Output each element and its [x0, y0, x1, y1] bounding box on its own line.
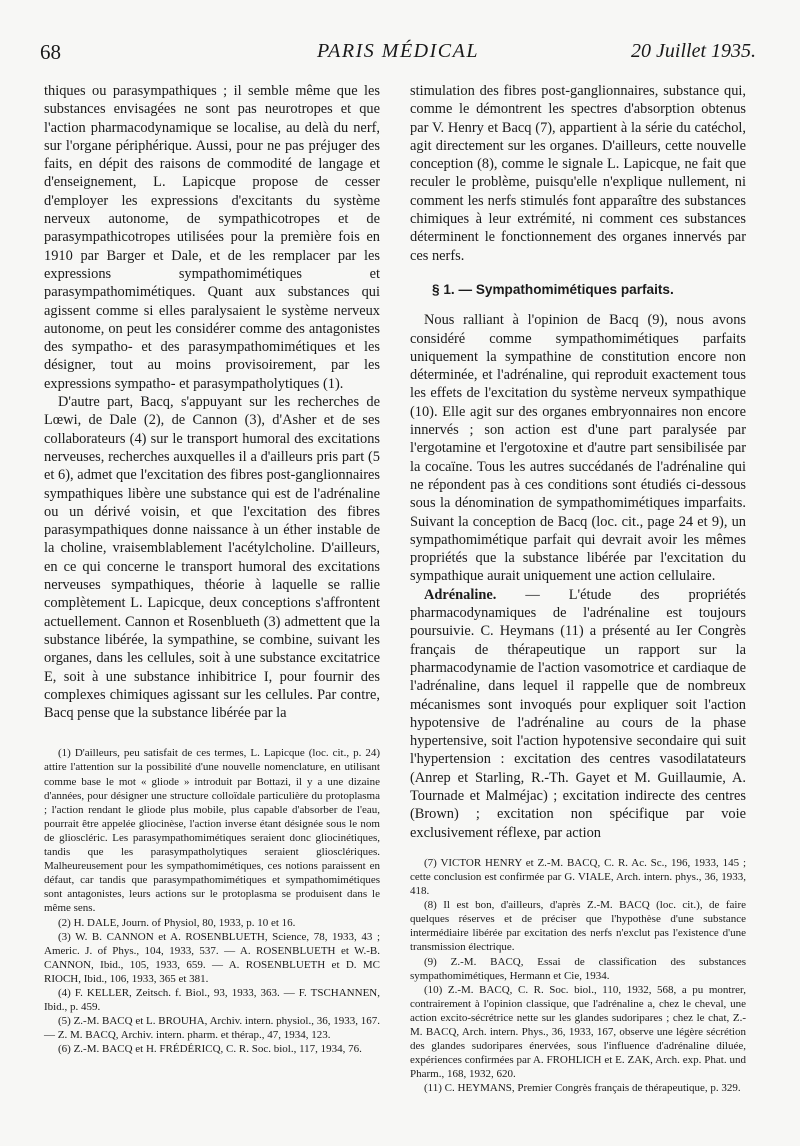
section-title: § 1. — Sympathomimétiques parfaits.	[432, 281, 674, 297]
footnote-5: (5) Z.-M. BACQ et L. BROUHA, Archiv. intern. physiol., 36, 1933, 167. — Z. M. BACQ, Archiv. intern. pharm. et thérap., 47, 1934, 123.	[44, 1015, 380, 1042]
left-footnotes	[44, 746, 380, 1056]
right-body	[410, 82, 746, 842]
adrenaline-heading: Adrénaline.	[424, 586, 497, 603]
right-intro-paragraph: stimulation des fibres post-ganglionnaires, substance qui, comme le démontrent les spectres d'absorption obtenus par V. Henry et Bacq (7), appartient à la série du catéchol, agit directement sur les organes. D'ailleurs, cette nouvelle conception (8), comme le signale L. Lapicque, ne fait que reculer le problème, puisqu'elle n'explique nullement, ni comment les nerfs stimulés font apparaître des substances chimiques à leur extrémité, ni comment ces substances déterminent le fonctionnement des organes innervés par ces nerfs.	[410, 83, 746, 264]
footnote-9: (9) Z.-M. BACQ, Essai de classification des substances sympathomimétiques, Hermann et Cie, 1934.	[410, 955, 746, 982]
footnote-4: (4) F. KELLER, Zeitsch. f. Biol., 93, 1933, 363. — F. TSCHANNEN, Ibid., p. 459.	[44, 986, 380, 1014]
issue-date: 20 Juillet 1935.	[631, 40, 756, 62]
right-footnotes	[410, 856, 746, 1096]
right-column	[410, 82, 746, 1095]
footnote-10: (10) Z.-M. BACQ, C. R. Soc. biol., 110, 1932, 568, a pu montrer, contrairement à l'opinion classique, que l'adrénaline a, chez le cheval, une action excito-sécrétrice nette sur les glandes sudoripares ; chez le chat, Z.-M. BACQ, Arch. intern. Phys., 36, 1933, 167, observe une légère sécrétion des glandes sudoripares énervées, sous l'influence d'adrénaline diluée, expériences confirmées par A. FROHLICH et E. ZAK, Arch. exp. Phat. und Pharm., 168, 1932, 620.	[410, 983, 746, 1081]
footnote-7: (7) VICTOR HENRY et Z.-M. BACQ, C. R. Ac. Sc., 196, 1933, 145 ; cette conclusion est confirmée par G. VIALE, Arch. intern. phys., 36, 1933, 418.	[410, 856, 746, 898]
page-number: 68	[40, 40, 61, 64]
adrenaline-paragraph	[410, 586, 746, 842]
footnote-8: (8) Il est bon, d'ailleurs, d'après Z.-M. BACQ (loc. cit.), de faire quelques réserves et de préciser que l'hypothèse d'une substance intermédiaire libérée par excitation des nerfs n'exclut pas l'existence d'une transmission électrique.	[410, 899, 746, 954]
left-paragraph-1: thiques ou parasympathiques ; il semble même que les substances envisagées ne sont pas neurotropes et que l'action pharmacodynamique se localise, au delà du nerf, sur l'organe périphérique. Aussi, pour ne pas préjuger des faits, en dépit des raisons de commodité de langage et d'enseignement, L. Lapicque propose de cesser d'employer les expressions d'excitants du système nerveux autonome, de sympathicotropes et de parasympathicotropes utilisées pour la première fois en 1910 par Barger et Dale, et de les remplacer par les expressions sympathomimétiques et parasympathomimétiques. Quant aux substances qui agissent comme si elles paralysaient le système nerveux autonome, on peut les considérer comme des antagonistes des sympatho- et des parasympathomimétiques et les désigner, tout au moins provisoirement, par les expressions sympatho- et parasympatholytiques (1).	[44, 83, 380, 392]
footnote-6: (6) Z.-M. BACQ et H. FRÉDÉRICQ, C. R. Soc. biol., 117, 1934, 76.	[58, 1043, 362, 1056]
page-header	[40, 40, 756, 70]
section-paragraph: Nous ralliant à l'opinion de Bacq (9), nous avons considéré comme sympathomimétiques parfaits uniquement la sympathine de constitution encore non déterminée, et l'adrénaline, qui reproduit exactement tous les effets de l'excitation du système nerveux sympathique (10). Elle agit sur des organes embryonnaires non encore innervés ; son action est d'une part paralysée par l'ergotamine et l'ergotoxine et d'autre part sensibilisée par la cocaïne. Tous les autres succédanés de l'adrénaline qui ne répondent pas à ces conditions sont étudiés ci-dessous sous la dénomination de sympathomimétiques imparfaits. Suivant la conception de Bacq (loc. cit., page 24 et 9), un sympathomimétique parfait qui devrait avoir les mêmes propriétés que la substance libérée par l'excitation du sympathique aurait uniquement une action cellulaire.	[410, 312, 746, 585]
footnote-11: (11) C. HEYMANS, Premier Congrès français de thérapeutique, p. 329.	[424, 1082, 741, 1095]
footnote-3: (3) W. B. CANNON et A. ROSENBLUETH, Science, 78, 1933, 43 ; Americ. J. of Phys., 104, 1933, 537. — A. ROSENBLUETH et W.-B. CANNON, Ibid., 105, 1933, 659. — A. ROSENBLUETH et D. MC RIOCH, Ibid., 106, 1933, 365 et 381.	[44, 930, 380, 985]
adrenaline-text: — L'étude des propriétés pharmacodynamiques de l'adrénaline est toujours poursuivie. C. Heymans (11) a présenté au Ier Congrès français de thérapeutique un rapport sur la pharmacodynamie de l'action vasomotrice et cardiaque de l'adrénaline, dans lequel il rappelle que de nombreux mécanismes sont invoqués pour expliquer soit l'action hypotensive de l'adrénaline au cours de la phase hypertensive, soit l'action hypotensive secondaire qui suit l'hypertension : excitation des centres vasodilatateurs (Anrep et Starling, R.-Th. Gayet et M. Guillaumie, A. Tournade et Malméjac) ; excitation indirecte des centres (Brown) ; excitation non spécifique par voie exclusivement réflexe, par action	[410, 586, 746, 841]
footnote-1: (1) D'ailleurs, peu satisfait de ces termes, L. Lapicque (loc. cit., p. 24) attire l'attention sur la possibilité d'une nouvelle nomenclature, en utilisant comme base le mot « gliode » introduit par Bottazi, il y a une dizaine d'années, pour désigner une structure colloïdale particulière du protoplasma ; l'action rendant le gliode plus mobile, plus capable d'absorber de l'eau, pourrait être appelée gliocinèse, l'action inverse étant désignée sous le nom de glioscléric. Les parasympathomimétiques seraient donc gliocinétiques, tandis que les parasympatholytiques seraient gliosclériques. Malheureusement pour les sympathomimétiques, ces notions paraissent en défaut, car tandis que parasympathomimétiques et sympathomimétiques sont antagonistes, leurs actions sur le protoplasma se produisent dans le même sens.	[44, 747, 380, 915]
footnote-2: (2) H. DALE, Journ. of Physiol, 80, 1933, p. 10 et 16.	[58, 916, 296, 929]
left-column	[44, 82, 380, 1056]
left-paragraph-2: D'autre part, Bacq, s'appuyant sur les recherches de Lœwi, de Dale (2), de Cannon (3), d'Asher et de ses collaborateurs (4) sur le transport humoral des excitations nerveuses, recherches auxquelles il a d'ailleurs pris part (5 et 6), admet que l'excitation des fibres post-ganglionnaires sympathiques libère une substance qui est de l'adrénaline ou un dérivé voisin, et que l'excitation des fibres parasympathiques donne naissance à un éther instable de la choline, vraisemblablement l'acétylcholine. D'ailleurs, en ce qui concerne le transport humoral des excitations nerveuses sympathiques, théorie à laquelle se rallie complètement L. Lapicque, deux conceptions s'affrontent actuellement. Cannon et Rosenblueth (3) admettent que la substance libérée, la sympathine, se combine, suivant les organes, dans les cellules, soit à une substance excitatrice E, soit à une substance inhibitrice I, pour fournir des complexes chimiques agissant sur les cellules. Par contre, Bacq pense que la substance libérée par la	[44, 394, 380, 722]
journal-title: PARIS MÉDICAL	[317, 40, 479, 62]
left-body	[44, 82, 380, 722]
